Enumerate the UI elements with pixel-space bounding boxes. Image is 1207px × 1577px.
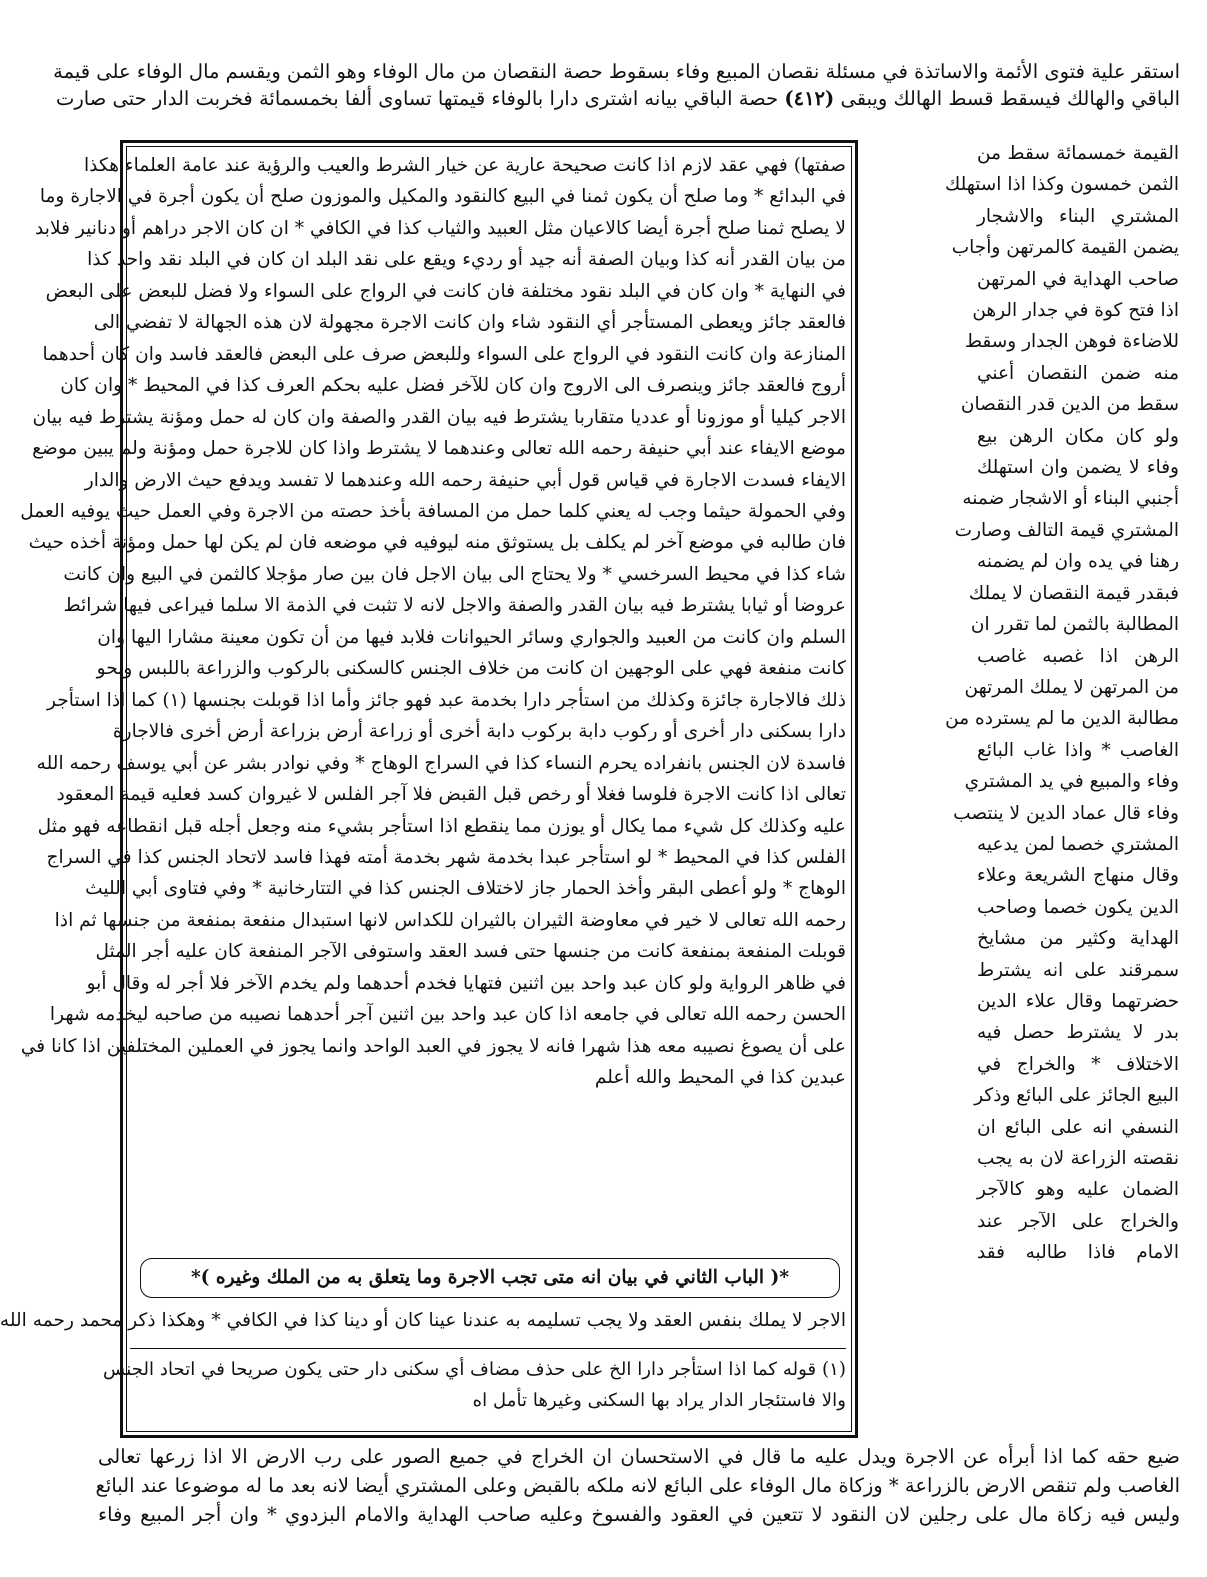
margin-note-line: البيع الجائز على البائع وذكر xyxy=(974,1085,1179,1107)
main-text-line: عبدين كذا في المحيط والله أعلم xyxy=(594,1067,846,1089)
main-text-line: السلم وان كانت من العبيد والجواري وسائر الحيوانات فلابد فيها من أن تكون معينة مشارا اليها وان xyxy=(97,626,846,648)
main-text-line: فان طالبه في موضع آخر لم يكلف بل يستوثق منه ليوفيه في موضعه فان لم يكن لها حمل ومؤنة أخذه حيث xyxy=(28,532,846,554)
margin-note-line: صاحب الهداية في المرتهن xyxy=(977,268,1179,290)
margin-note-line: الهداية وكثير من مشايخ xyxy=(977,928,1179,950)
margin-note-line: المشتري خصما لمن يدعيه xyxy=(977,833,1179,855)
margin-commentary xyxy=(944,138,1179,1269)
margin-note-line: المطالبة بالثمن لما تقرر ان xyxy=(970,614,1179,636)
margin-note-line: فبقدر قيمة النقصان لا يملك xyxy=(968,582,1179,604)
page-header xyxy=(53,58,1180,112)
main-text-line: ذلك فالاجارة جائزة وكذلك من استأجر دارا بخدمة عبد فهو جائز وأما اذا قوبلت بجنسها (١) كما اذا استأجر xyxy=(46,689,846,711)
main-text-line: الوهاج * ولو أعطى البقر وأخذ الحمار جاز لاختلاف الجنس كذا في التتارخانية * وفي فتاوى أبي الليث xyxy=(85,878,846,900)
margin-note-line: سقط من الدين قدر النقصان xyxy=(960,394,1179,416)
margin-note-line: وفاء قال عماد الدين لا ينتصب xyxy=(953,802,1179,824)
margin-note-line: أجنبي البناء أو الاشجار ضمنه xyxy=(962,488,1179,510)
main-text-line: الايفاء فسدت الاجارة في قياس قول أبي حنيفة رحمه الله وعندهما لا تفسد ويدفع حيث الارض والدار xyxy=(84,469,846,491)
margin-note-line: وفاء لا يضمن وان استهلك xyxy=(977,457,1179,479)
main-text-line: موضع الايفاء عند أبي حنيفة رحمه الله تعالى وعندهما لا يشترط واذا كان للاجرة حمل ومؤنة ولم يبين موضع xyxy=(32,438,846,460)
main-text-line: قوبلت المنفعة بمنفعة كانت من جنسها حتى فسد العقد واستوفى الآجر المنفعة كان عليه أجر المثل xyxy=(95,941,846,963)
main-text-line: الاجر كيليا أو موزونا أو عدديا متقاربا يشترط فيه بيان القدر والصفة وان كان له حمل ومؤنة يشترط فيه بيان xyxy=(32,406,846,428)
margin-note-line: النسفي انه على البائع ان xyxy=(977,1116,1179,1138)
header-line-2 xyxy=(56,85,1180,112)
main-text-line: عروضا أو ثيابا يشترط فيه بيان القدر والصفة والاجل لانه لا تثبت في الذمة الا سلما فيراعى فيها شرائط xyxy=(63,595,846,617)
main-text-line: فالعقد جائز ويعطى المستأجر أي النقود شاء وان كانت الاجرة مجهولة لان هذه الجهالة لا تفضي الى xyxy=(93,312,846,334)
main-text-line: كانت منفعة فهي على الوجهين ان كانت من خلاف الجنس كالسكنى بالركوب والزراعة باللبس ونحو xyxy=(96,658,846,680)
main-text-line: لا يصلح ثمنا صلح أجرة أيضا كالاعيان مثل العبيد والثياب كذا في الكافي * ان كان الاجر دراهم أو دنانير فلابد xyxy=(35,217,846,239)
chapter-heading: *( الباب الثاني في بيان انه متى تجب الاجرة وما يتعلق به من الملك وغيره )* xyxy=(140,1258,840,1298)
main-text-line: أروج فالعقد جائز وينصرف الى الاروج وان كان للآخر فضل عليه بحكم العرف كذا في المحيط * وان كان xyxy=(60,375,846,397)
page-number: (٤١٢) xyxy=(784,87,835,110)
margin-note-line: يضمن القيمة كالمرتهن وأجاب xyxy=(951,237,1179,259)
header-line-2-start: الباقي والهالك فيسقط قسط الهالك ويبقى xyxy=(840,87,1180,110)
header-line-2-end: حصة الباقي بيانه اشترى دارا بالوفاء قيمتها تساوى ألفا بخمسمائة فخربت الدار حتى صارت xyxy=(56,87,779,110)
footer-text-line: وليس فيه زكاة مال على رجلين لان النقود لا تتعين في العقود والفسوخ وعليه صاحب الهداية والامام البزدوي * وان أجر المبيع وفاء xyxy=(98,1503,1180,1526)
header-line-1: استقر علية فتوى الأئمة والاساتذة في مسئلة نقصان المبيع وفاء بسقوط حصة النقصان من مال الوفاء وهو الثمن ويقسم مال الوفاء على قيمة xyxy=(53,60,1180,83)
margin-note-line: سمرقند على انه يشترط xyxy=(977,959,1179,981)
main-text-line: المنازعة وان كانت النقود في الرواج على السواء وللبعض صرف على البعض فالعقد فاسد وان كان أحدهما xyxy=(42,343,846,365)
main-text-line: رحمه الله تعالى لا خير في معاوضة الثيران بالثيران للكداس لانها استبدال منفعة بمنفعة من جنسها ثم اذا xyxy=(54,909,846,931)
footer-text-line: ضيع حقه كما اذا أبرأه عن الاجرة ويدل عليه ما قال في الاستحسان ان الخراج في جميع الصور على رب الارض الا اذا زرعها تعالى xyxy=(98,1445,1180,1468)
margin-note-line: الدين يكون خصما وصاحب xyxy=(977,896,1179,918)
margin-note-line: الغاصب * واذا غاب البائع xyxy=(977,739,1179,761)
main-text-line: من بيان القدر أنه كذا وبيان الصفة أنه جيد أو رديء ويقع على نقد البلد ان كان في البلد نقد واحد كذا xyxy=(87,249,846,271)
main-text-line: في النهاية * وان كان في البلد نقود مختلفة فان كانت في الرواج على السواء ولا فضل للبعض على البعض xyxy=(45,280,846,302)
main-text-line: تعالى اذا كانت الاجرة فلوسا فغلا أو رخص قبل القبض فلا آجر الفلس لا غيروان كسد فعليه قيمة المعقود xyxy=(56,784,846,806)
margin-note-line: الثمن خمسون وكذا اذا استهلك xyxy=(944,174,1179,196)
margin-note-line: اذا فتح كوة في جدار الرهن xyxy=(972,300,1179,322)
chapter-first-line xyxy=(0,1305,846,1336)
margin-note-line: حضرتهما وقال علاء الدين xyxy=(977,990,1179,1012)
footnote-line: (١) قوله كما اذا استأجر دارا الخ على حذف مضاف أي سكنى دار حتى يكون صريحا في اتحاد الجنس xyxy=(103,1359,846,1380)
main-text-line: على أن يصوغ نصيبه معه هذا شهرا فانه لا يجوز في العبد الواحد وانما يجوز في العملين المختلفين اذا كانا في xyxy=(20,1035,846,1057)
main-text-line: صفتها) فهي عقد لازم اذا كانت صحيحة عارية عن خيار الشرط والعيب والرؤية عند عامة العلماء هكذا xyxy=(84,155,846,176)
margin-note-line: نقصته الزراعة لان به يجب xyxy=(977,1148,1179,1169)
margin-note-line: من المرتهن لا يملك المرتهن xyxy=(964,676,1179,698)
main-text-line: في البدائع * وما صلح أن يكون ثمنا في البيع كالنقود والمكيل والموزون صلح أن يكون أجرة في الاجارة وما xyxy=(39,186,846,208)
margin-note-line: الامام فاذا طالبه فقد xyxy=(977,1242,1179,1264)
main-text-line: عليه وكذلك كل شيء مما يكال أو يوزن مما ينقطع اذا استأجر بشيء منه وجعل أجله قبل انقطاعه فهو مثل xyxy=(37,815,846,837)
main-text-body xyxy=(20,150,846,1094)
footnote-block xyxy=(103,1354,846,1416)
margin-note-line: المشتري البناء والاشجار xyxy=(977,205,1179,227)
main-text-line: شاء كذا في محيط السرخسي * ولا يحتاج الى بيان الاجل فان بين صار مؤجلا كالثمن في البيع وان كانت xyxy=(63,563,846,585)
margin-note-line: الاختلاف * والخراج في xyxy=(977,1053,1179,1075)
footnote-line: والا فاستئجار الدار يراد بها السكنى وغيرها تأمل اه xyxy=(472,1390,846,1411)
margin-note-line: بدر لا يشترط حصل فيه xyxy=(977,1022,1179,1044)
main-text-line: وفي الحمولة حيثما وجب له يعني كلما حمل من المسافة بأخذ حصته من الاجرة وفي العمل حيث يوفيه العمل xyxy=(20,500,846,522)
page-footer-text xyxy=(95,1442,1180,1529)
margin-note-line: الرهن اذا غصبه غاصب xyxy=(977,645,1179,667)
margin-note-line: مطالبة الدين ما لم يسترده من xyxy=(945,708,1179,730)
margin-note-line: الضمان عليه وهو كالآجر xyxy=(977,1179,1179,1201)
margin-note-line: المشتري قيمة التالف وصارت xyxy=(954,519,1179,541)
main-text-line: في ظاهر الرواية ولو كان عبد واحد بين اثنين فتهايا فخدم أحدهما ولم يخدم الآخر فلا أجر له وقال أبو xyxy=(86,972,846,994)
main-text-line: دارا بسكنى دار أخرى أو ركوب دابة بركوب دابة أخرى أو زراعة أرض بزراعة أرض أخرى فالاجارة xyxy=(112,721,846,743)
margin-note-line: منه ضمن النقصان أعني xyxy=(977,362,1179,384)
margin-note-line: وقال منهاج الشريعة وعلاء xyxy=(977,865,1179,887)
main-text-line: الفلس كذا في المحيط * لو استأجر عبدا بخدمة شهر بخدمة أمته فهذا فاسد لاتحاد الجنس كذا في السراج xyxy=(46,846,846,868)
footnote-divider xyxy=(130,1348,846,1349)
margin-note-line: رهنا في يده وان لم يضمنه xyxy=(977,551,1179,573)
margin-note-line: ولو كان مكان الرهن بيع xyxy=(977,425,1179,447)
margin-note-line: للاضاءة فوهن الجدار وسقط xyxy=(964,331,1179,353)
main-text-line: فاسدة لان الجنس بانفراده يحرم النساء كذا في السراج الوهاج * وفي نوادر بشر عن أبي يوسف رحمه الله xyxy=(36,752,846,774)
margin-note-line: القيمة خمسمائة سقط من xyxy=(977,143,1179,164)
footer-text-line: الغاصب ولم تنقص الارض بالزراعة * وزكاة مال الوفاء على البائع لانه ملكه بالقبض وعلى المشتري أيضا لانه بعد ما له موضوعا عند البائع xyxy=(95,1474,1180,1497)
margin-note-line: والخراج على الآجر عند xyxy=(977,1210,1179,1232)
chapter-opening-text: الاجر لا يملك بنفس العقد ولا يجب تسليمه به عندنا عينا كان أو دينا كذا في الكافي * وهكذا ذكر محمد رحمه الله xyxy=(0,1310,846,1331)
margin-note-line: وفاء والمبيع في يد المشتري xyxy=(964,771,1179,793)
main-text-line: الحسن رحمه الله تعالى في جامعه اذا كان عبد واحد بين اثنين آجر أحدهما نصيبه من صاحبه ليخدمه شهرا xyxy=(49,1004,846,1026)
